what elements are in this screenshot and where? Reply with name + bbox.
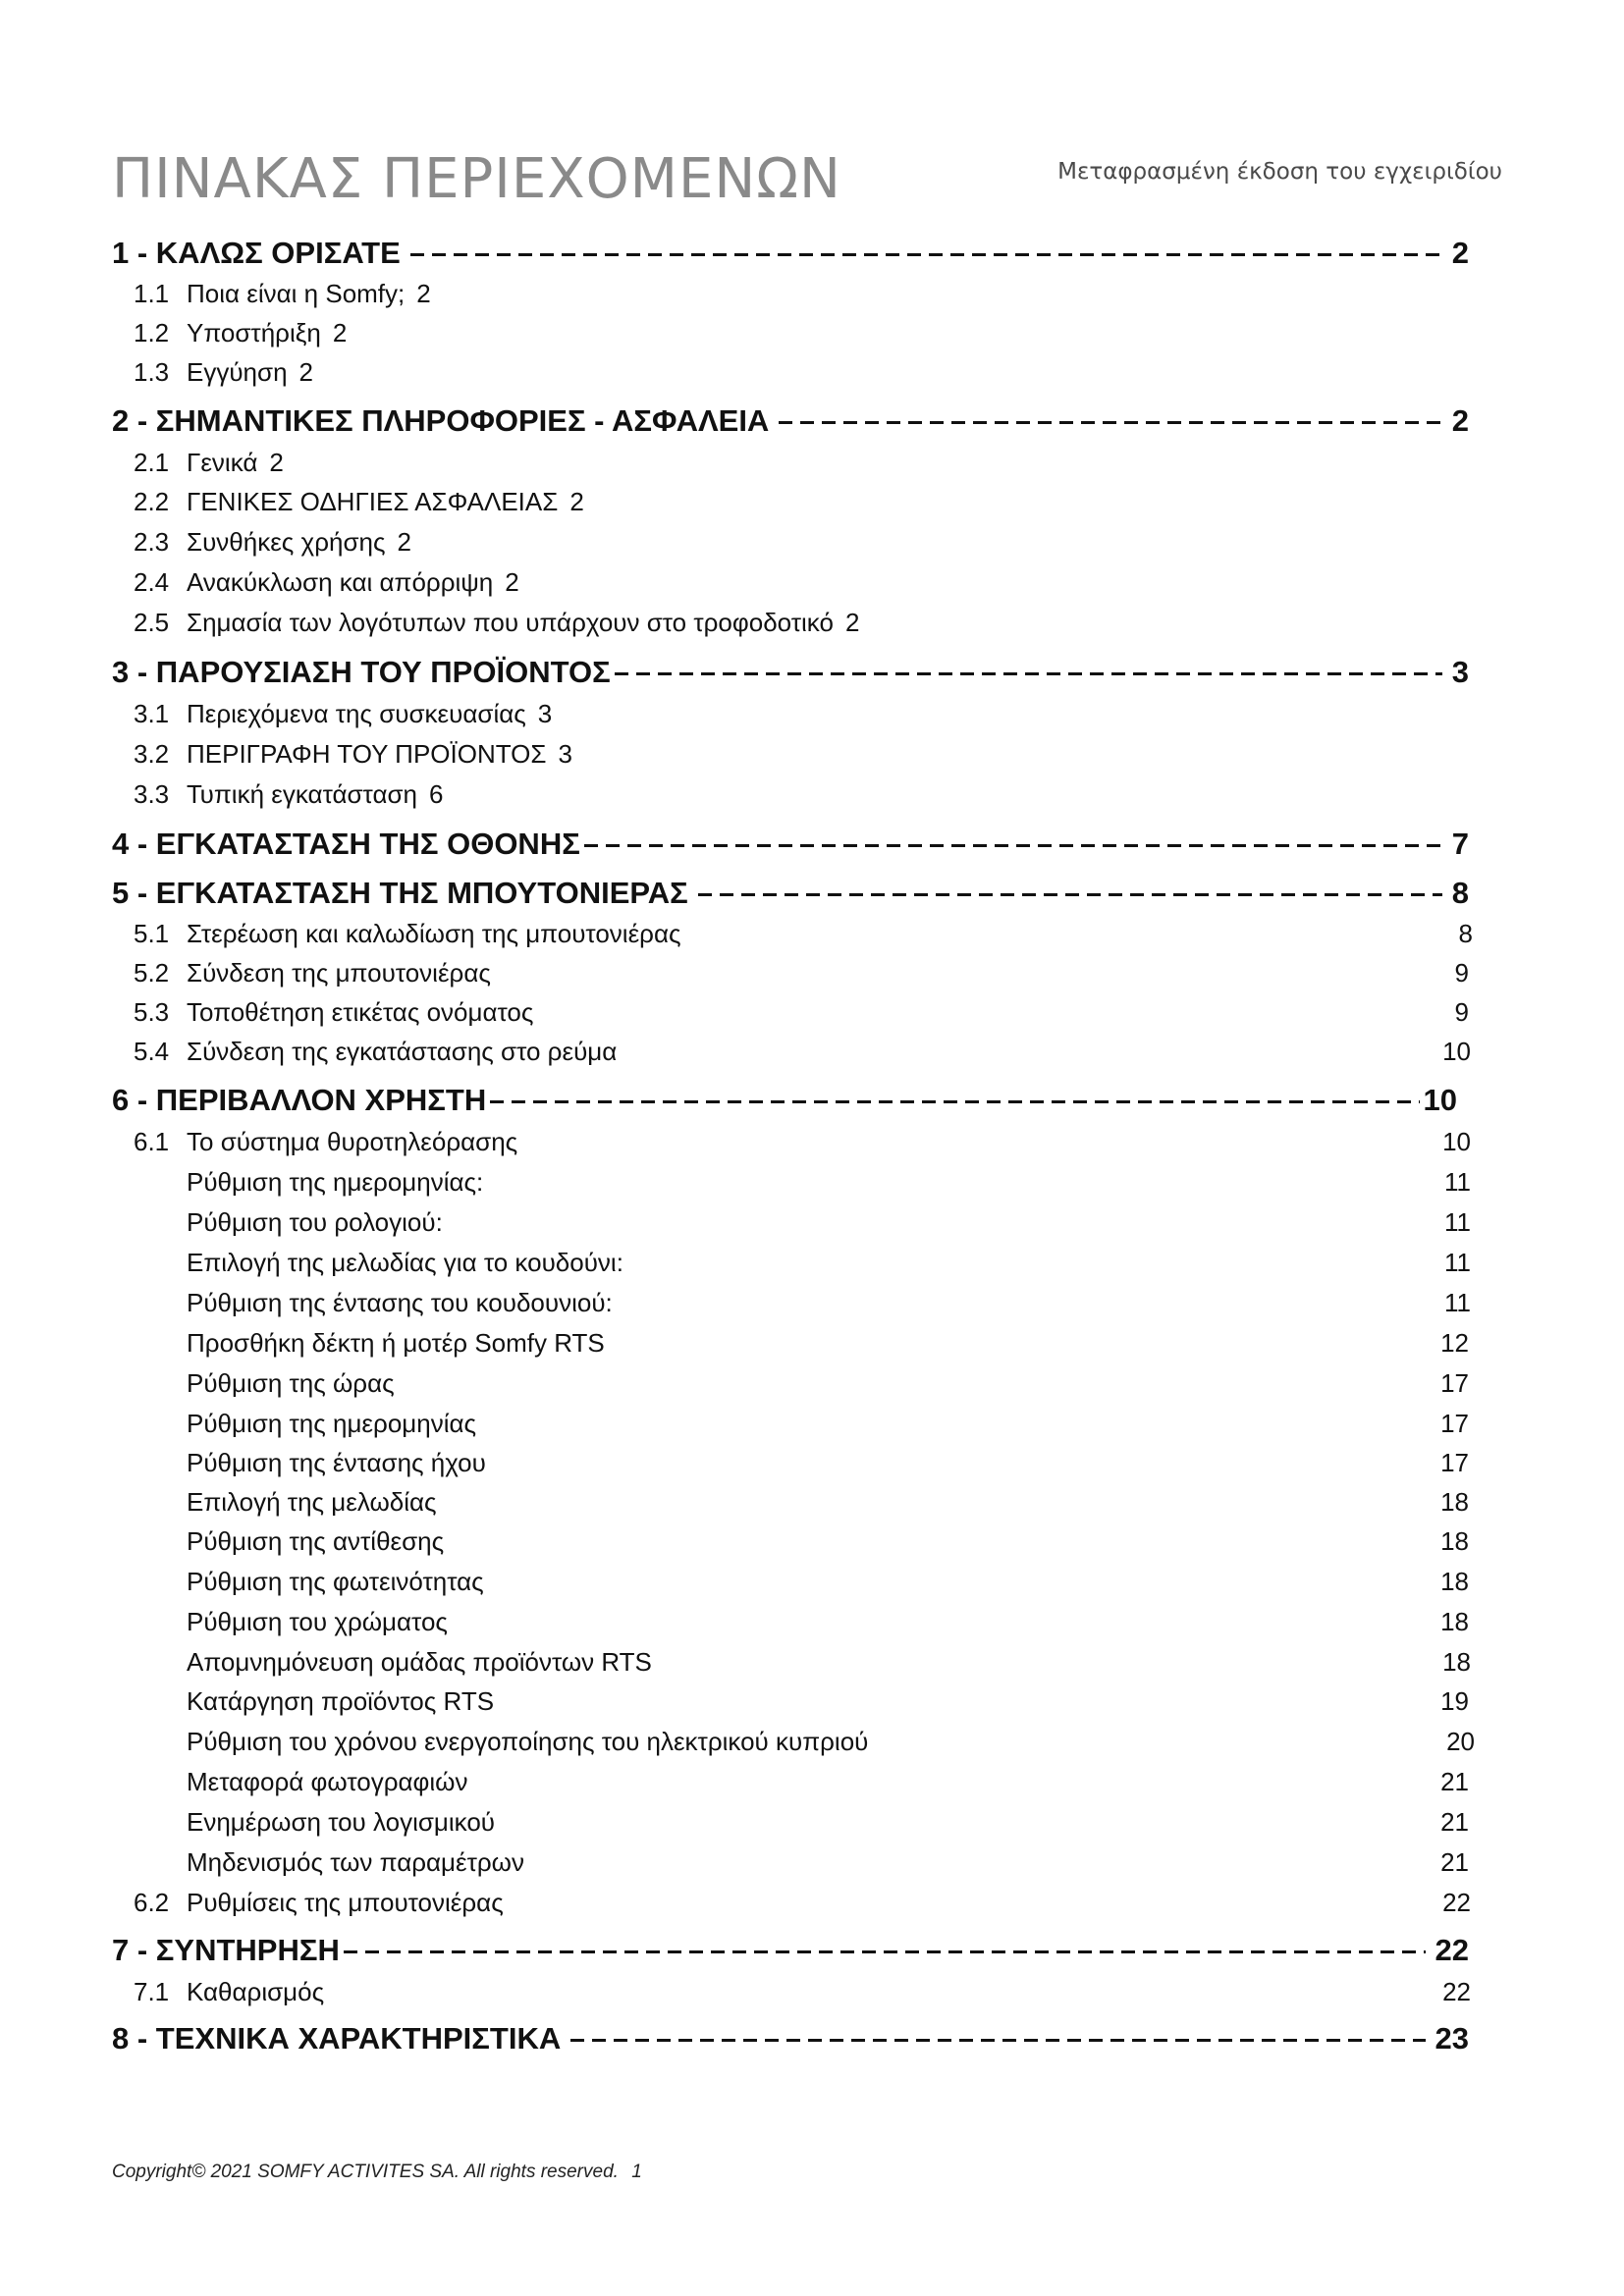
toc-section-2-4[interactable] (134, 565, 519, 599)
toc-subsection[interactable]: Ρύθμιση της ώρας (187, 1367, 395, 1398)
chapter-label: 2 - ΣΗΜΑΝΤΙΚΕΣ ΠΛΗΡΟΦΟΡΙΕΣ - ΑΣΦΑΛΕΙΑ (112, 403, 770, 438)
toc-section-1-3[interactable] (134, 355, 313, 389)
subsection-page: 12 (1440, 1327, 1469, 1358)
toc-section-3-3[interactable] (134, 777, 443, 811)
section-title: Ποια είναι η Somfy; (187, 278, 406, 308)
section-number: 5.3 (134, 996, 170, 1027)
section-number: 5.1 (134, 918, 170, 948)
section-number: 6.1 (134, 1126, 170, 1156)
section-page: 2 (416, 278, 431, 308)
toc-section-5-2[interactable] (134, 956, 491, 989)
chapter-page: 2 (1451, 236, 1469, 270)
section-title: Σημασία των λογότυπων που υπάρχουν στο τροφοδοτικό (187, 607, 834, 637)
section-number: 2.3 (134, 526, 170, 557)
section-page: 9 (1454, 957, 1469, 988)
toc-section-5-1[interactable] (134, 917, 681, 950)
section-page: 10 (1442, 1036, 1471, 1066)
subsection-page: 17 (1440, 1447, 1469, 1477)
toc-chapter-4[interactable] (112, 825, 1469, 864)
toc-subsection[interactable]: Ρύθμιση της φωτεινότητας (187, 1566, 484, 1596)
toc-chapter-5[interactable] (112, 874, 1469, 913)
chapter-page: 7 (1451, 827, 1469, 861)
section-title: Τυπική εγκατάσταση (187, 778, 417, 809)
dot-leader (490, 1100, 1419, 1103)
toc-subsection[interactable]: Ρύθμιση του χρώματος (187, 1606, 448, 1636)
section-title: Στερέωση και καλωδίωση της μπουτονιέρας (187, 918, 681, 948)
section-page: 22 (1442, 1976, 1471, 2006)
toc-subsection[interactable]: Επιλογή της μελωδίας (187, 1486, 437, 1517)
dot-leader (410, 253, 1442, 256)
section-page: 22 (1442, 1887, 1471, 1917)
subsection-page: 11 (1444, 1166, 1471, 1197)
section-number: 1.3 (134, 356, 170, 387)
section-number: 2.2 (134, 486, 170, 516)
subsection-page: 21 (1440, 1846, 1469, 1877)
subsection-page: 17 (1440, 1367, 1469, 1398)
section-title: Γενικά (187, 447, 258, 477)
toc-subsection[interactable]: Ρύθμιση της αντίθεσης (187, 1525, 445, 1556)
section-title: Σύνδεση της εγκατάστασης στο ρεύμα (187, 1036, 618, 1066)
section-title: Ανακύκλωση και απόρριψη (187, 566, 494, 597)
section-page: 9 (1454, 996, 1469, 1027)
section-page: 2 (569, 486, 584, 516)
chapter-page: 8 (1451, 876, 1469, 910)
page-title: ΠΙΝΑΚΑΣ ΠΕΡΙΕΧΟΜΕΝΩΝ (112, 147, 841, 211)
section-title: ΓΕΝΙΚΕΣ ΟΔΗΓΙΕΣ ΑΣΦΑΛΕΙΑΣ (187, 486, 559, 516)
subsection-page: 18 (1442, 1646, 1471, 1677)
subsection-page: 18 (1440, 1566, 1469, 1596)
section-title: Καθαρισμός (187, 1976, 325, 2006)
chapter-label: 6 - ΠΕΡΙΒΑΛΛΟΝ ΧΡΗΣΤΗ (112, 1083, 487, 1117)
subsection-page: 18 (1440, 1525, 1469, 1556)
dot-leader (570, 2039, 1425, 2042)
section-page: 2 (269, 447, 284, 477)
section-number: 1.2 (134, 317, 170, 347)
chapter-label: 8 - ΤΕΧΝΙΚΑ ΧΑΡΑΚΤΗΡΙΣΤΙΚΑ (112, 2021, 562, 2056)
section-number: 2.4 (134, 566, 170, 597)
subsection-page: 20 (1446, 1726, 1475, 1756)
section-number: 6.2 (134, 1887, 170, 1917)
toc-section-1-2[interactable] (134, 316, 347, 349)
toc-subsection[interactable]: Προσθήκη δέκτη ή μοτέρ Somfy RTS (187, 1327, 605, 1358)
section-title: ΠΕΡΙΓΡΑΦΗ ΤΟΥ ΠΡΟΪΟΝΤΟΣ (187, 738, 547, 769)
section-number: 2.5 (134, 607, 170, 637)
subsection-page: 18 (1440, 1606, 1469, 1636)
section-number: 3.3 (134, 778, 170, 809)
section-page: 2 (397, 526, 411, 557)
toc-subsection[interactable]: Ρύθμιση του ρολογιού: (187, 1206, 443, 1237)
toc-section-6-2[interactable] (134, 1886, 504, 1919)
subsection-page: 21 (1440, 1766, 1469, 1796)
section-title: Περιεχόμενα της συσκευασίας (187, 698, 526, 728)
toc-section-5-4[interactable] (134, 1035, 617, 1068)
toc-section-2-2[interactable] (134, 485, 584, 518)
chapter-label: 4 - ΕΓΚΑΤΑΣΤΑΣΗ ΤΗΣ ΟΘΟΝΗΣ (112, 827, 580, 861)
section-title: Τοποθέτηση ετικέτας ονόματος (187, 996, 534, 1027)
toc-subsection[interactable]: Επιλογή της μελωδίας για το κουδούνι: (187, 1247, 623, 1277)
subsection-page: 21 (1440, 1806, 1469, 1837)
chapter-label: 1 - ΚΑΛΩΣ ΟΡΙΣΑΤΕ (112, 236, 401, 270)
section-page: 2 (505, 566, 519, 597)
toc-section-6-1[interactable] (134, 1125, 517, 1158)
dot-leader (698, 893, 1442, 896)
toc-subsection[interactable]: Απομνημόνευση ομάδας προϊόντων RTS (187, 1646, 652, 1677)
toc-section-1-1[interactable] (134, 277, 431, 310)
section-page: 8 (1458, 918, 1473, 948)
chapter-page: 2 (1451, 403, 1469, 438)
dot-leader (615, 672, 1442, 675)
page-subtitle: Μεταφρασμένη έκδοση του εγχειριδίου (1057, 159, 1502, 185)
section-number: 2.1 (134, 447, 170, 477)
subsection-page: 11 (1444, 1287, 1471, 1317)
section-number: 1.1 (134, 278, 170, 308)
toc-section-7-1[interactable] (134, 1975, 324, 2008)
section-number: 5.2 (134, 957, 170, 988)
section-number: 5.4 (134, 1036, 170, 1066)
toc-chapter-6[interactable] (112, 1081, 1457, 1120)
chapter-page: 3 (1451, 655, 1469, 689)
toc-subsection[interactable]: Ρύθμιση της ημερομηνίας: (187, 1166, 484, 1197)
chapter-page: 10 (1423, 1083, 1457, 1117)
chapter-label: 3 - ΠΑΡΟΥΣΙΑΣΗ ΤΟΥ ΠΡΟΪΟΝΤΟΣ (112, 655, 611, 689)
toc-subsection[interactable]: Μηδενισμός των παραμέτρων (187, 1846, 524, 1877)
toc-chapter-7[interactable] (112, 1931, 1469, 1970)
toc-chapter-2[interactable] (112, 401, 1469, 441)
section-page: 2 (332, 317, 348, 347)
toc-subsection[interactable]: Ρύθμιση της έντασης του κουδουνιού: (187, 1287, 613, 1317)
section-number: 7.1 (134, 1976, 170, 2006)
section-title: Συνθήκες χρήσης (187, 526, 386, 557)
toc-section-3-1[interactable] (134, 697, 552, 730)
section-number: 3.2 (134, 738, 170, 769)
section-page: 3 (558, 738, 572, 769)
page-number: 1 (631, 2162, 642, 2182)
toc-subsection[interactable]: Ρύθμιση του χρόνου ενεργοποίησης του ηλεκτρικού κυπριού (187, 1726, 869, 1756)
dot-leader (344, 1950, 1426, 1953)
section-title: Εγγύηση (187, 356, 288, 387)
subsection-page: 11 (1444, 1206, 1471, 1237)
toc-chapter-1[interactable] (112, 234, 1469, 273)
toc-section-2-3[interactable] (134, 525, 411, 559)
chapter-page: 23 (1435, 2021, 1469, 2056)
footer (112, 2162, 642, 2183)
chapter-page: 22 (1435, 1933, 1469, 1967)
copyright-text: Copyright© 2021 SOMFY ACTIVITES SA. All rights reserved. (112, 2162, 619, 2182)
toc-subsection[interactable]: Μεταφορά φωτογραφιών (187, 1766, 468, 1796)
dot-leader (779, 421, 1441, 424)
toc-subsection[interactable]: Ρύθμιση της έντασης ήχου (187, 1447, 486, 1477)
toc-chapter-8[interactable] (112, 2019, 1469, 2058)
toc-section-3-2[interactable] (134, 737, 572, 771)
dot-leader (584, 844, 1442, 847)
section-number: 3.1 (134, 698, 170, 728)
section-title: Το σύστημα θυροτηλεόρασης (187, 1126, 518, 1156)
section-page: 2 (844, 607, 860, 637)
section-title: Ρυθμίσεις της μπουτονιέρας (187, 1887, 504, 1917)
section-title: Σύνδεση της μπουτονιέρας (187, 957, 491, 988)
chapter-label: 7 - ΣΥΝΤΗΡΗΣΗ (112, 1933, 340, 1967)
chapter-label: 5 - ΕΓΚΑΤΑΣΤΑΣΗ ΤΗΣ ΜΠΟΥΤΟΝΙΕΡΑΣ (112, 876, 688, 910)
toc-chapter-3[interactable] (112, 653, 1469, 692)
section-page: 2 (298, 356, 313, 387)
subsection-page: 17 (1440, 1408, 1469, 1438)
toc-subsection[interactable]: Κατάργηση προϊόντος RTS (187, 1685, 495, 1716)
section-page: 6 (429, 778, 444, 809)
toc-section-5-3[interactable] (134, 995, 533, 1029)
subsection-page: 11 (1444, 1247, 1471, 1277)
toc-section-2-5[interactable] (134, 606, 859, 639)
toc-section-2-1[interactable] (134, 446, 284, 479)
subsection-page: 18 (1440, 1486, 1469, 1517)
section-page: 3 (537, 698, 553, 728)
section-page: 10 (1442, 1126, 1471, 1156)
subsection-page: 19 (1440, 1685, 1469, 1716)
section-title: Υποστήριξη (187, 317, 321, 347)
toc-subsection[interactable]: Ρύθμιση της ημερομηνίας (187, 1408, 477, 1438)
toc-subsection[interactable]: Ενημέρωση του λογισμικού (187, 1806, 496, 1837)
